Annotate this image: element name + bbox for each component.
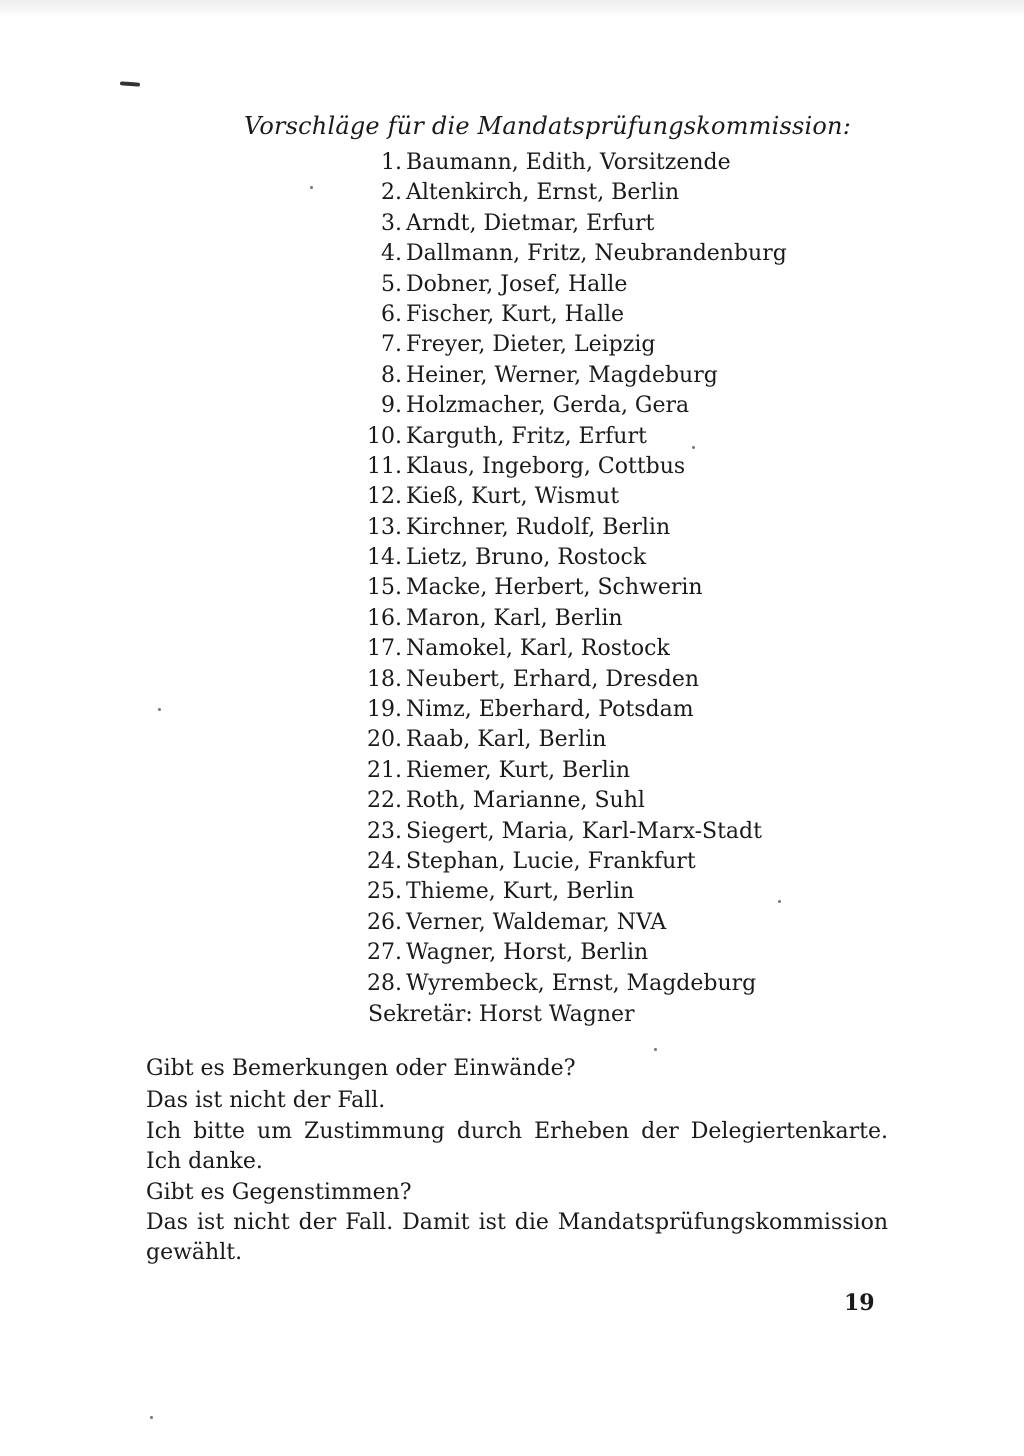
item-number: 11.: [367, 453, 402, 479]
item-number: 16.: [367, 605, 402, 631]
item-number: 19.: [367, 697, 402, 723]
scan-dot: [654, 1048, 657, 1051]
item-text: Riemer, Kurt, Berlin: [406, 757, 630, 783]
scan-edge: [0, 0, 1024, 18]
paragraph-approval-request: Ich bitte um Zustimmung durch Erheben der Delegiertenkarte. Ich danke.: [146, 1119, 888, 1174]
item-text: Raab, Karl, Berlin: [406, 727, 607, 753]
item-text: Maron, Karl, Berlin: [406, 605, 623, 631]
item-text: Kieß, Kurt, Wismut: [406, 484, 620, 510]
item-text: Dallmann, Fritz, Neubrandenburg: [406, 241, 787, 267]
list-item: [352, 270, 872, 300]
item-number: 18.: [367, 666, 402, 692]
list-item: [352, 725, 872, 755]
item-text: Karguth, Fritz, Erfurt: [406, 423, 647, 449]
list-item: [352, 209, 872, 239]
list-item: [352, 817, 872, 847]
paragraph-remarks-question: Gibt es Bemerkungen oder Einwände?: [146, 1056, 576, 1081]
secretary-label: Sekretär:: [368, 1002, 473, 1027]
list-item: [352, 422, 872, 452]
list-item: [352, 634, 872, 664]
secretary-name: Horst Wagner: [478, 1002, 635, 1027]
item-text: Neubert, Erhard, Dresden: [406, 666, 700, 692]
scan-mark: [120, 81, 140, 86]
item-number: 20.: [367, 727, 402, 753]
item-text: Wyrembeck, Ernst, Magdeburg: [406, 970, 757, 996]
list-item: [352, 239, 872, 269]
item-text: Verner, Waldemar, NVA: [406, 909, 667, 935]
list-item: [352, 573, 872, 603]
item-number: 10.: [367, 423, 402, 449]
item-text: Thieme, Kurt, Berlin: [406, 879, 635, 905]
paragraph-commission-elected: Das ist nicht der Fall. Damit ist die Mandatsprüfungskommission gewählt.: [146, 1210, 888, 1265]
scan-dot: [158, 708, 161, 711]
item-number: 7.: [381, 332, 402, 358]
paragraph-not-the-case: Das ist nicht der Fall.: [146, 1088, 386, 1113]
commission-member-list: [352, 148, 872, 999]
item-text: Dobner, Josef, Halle: [406, 271, 628, 297]
item-text: Freyer, Dieter, Leipzig: [406, 332, 656, 358]
item-text: Arndt, Dietmar, Erfurt: [406, 210, 655, 236]
item-number: 27.: [367, 940, 402, 966]
list-item: [352, 786, 872, 816]
item-text: Klaus, Ingeborg, Cottbus: [406, 453, 686, 479]
list-item: [352, 908, 872, 938]
item-number: 8.: [381, 362, 402, 388]
item-number: 25.: [367, 879, 402, 905]
list-item: [352, 452, 872, 482]
item-number: 21.: [367, 757, 402, 783]
list-item: [352, 148, 872, 178]
item-text: Lietz, Bruno, Rostock: [406, 545, 647, 571]
list-item: [352, 938, 872, 968]
item-number: 28.: [367, 970, 402, 996]
scan-dot: [310, 186, 313, 189]
list-item: [352, 361, 872, 391]
list-item: [352, 178, 872, 208]
item-number: 4.: [381, 241, 402, 267]
item-text: Baumann, Edith, Vorsitzende: [406, 150, 731, 175]
item-number: 23.: [367, 818, 402, 844]
item-number: 3.: [381, 210, 402, 236]
item-text: Fischer, Kurt, Halle: [406, 301, 625, 327]
item-number: 22.: [367, 788, 402, 814]
list-heading: Vorschläge für die Mandatsprüfungskommission:: [244, 112, 851, 140]
item-text: Macke, Herbert, Schwerin: [406, 575, 703, 601]
list-item: [352, 300, 872, 330]
item-number: 6.: [381, 301, 402, 327]
item-number: 24.: [367, 848, 402, 874]
paragraph-counter-votes-question: Gibt es Gegenstimmen?: [146, 1180, 412, 1205]
item-number: 13.: [367, 514, 402, 540]
item-number: 15.: [367, 575, 402, 601]
item-number: 5.: [381, 271, 402, 297]
item-number: 17.: [367, 636, 402, 662]
item-number: 12.: [367, 484, 402, 510]
item-number: 14.: [367, 545, 402, 571]
item-text: Heiner, Werner, Magdeburg: [406, 362, 718, 388]
list-item: [352, 877, 872, 907]
list-item: [352, 969, 872, 999]
list-item: [352, 695, 872, 725]
item-number: 2.: [381, 180, 402, 206]
item-text: Holzmacher, Gerda, Gera: [406, 393, 690, 419]
item-number: 9.: [381, 393, 402, 419]
list-item: [352, 330, 872, 360]
item-text: Siegert, Maria, Karl-Marx-Stadt: [406, 818, 762, 844]
item-number: 1.: [381, 150, 402, 175]
list-item: [352, 543, 872, 573]
item-text: Altenkirch, Ernst, Berlin: [406, 180, 680, 206]
item-text: Kirchner, Rudolf, Berlin: [406, 514, 671, 540]
item-text: Wagner, Horst, Berlin: [406, 940, 649, 966]
page-number: 19: [844, 1290, 875, 1316]
list-item: [352, 482, 872, 512]
scan-dot: [150, 1416, 153, 1419]
item-text: Namokel, Karl, Rostock: [406, 636, 670, 662]
list-item: [352, 604, 872, 634]
item-text: Stephan, Lucie, Frankfurt: [406, 848, 696, 874]
list-item: [352, 756, 872, 786]
item-text: Roth, Marianne, Suhl: [406, 788, 645, 814]
list-item: [352, 665, 872, 695]
item-text: Nimz, Eberhard, Potsdam: [406, 697, 694, 723]
list-item: [352, 847, 872, 877]
list-item: [352, 391, 872, 421]
list-item: [352, 513, 872, 543]
item-number: 26.: [367, 909, 402, 935]
secretary-line: [368, 1000, 635, 1030]
